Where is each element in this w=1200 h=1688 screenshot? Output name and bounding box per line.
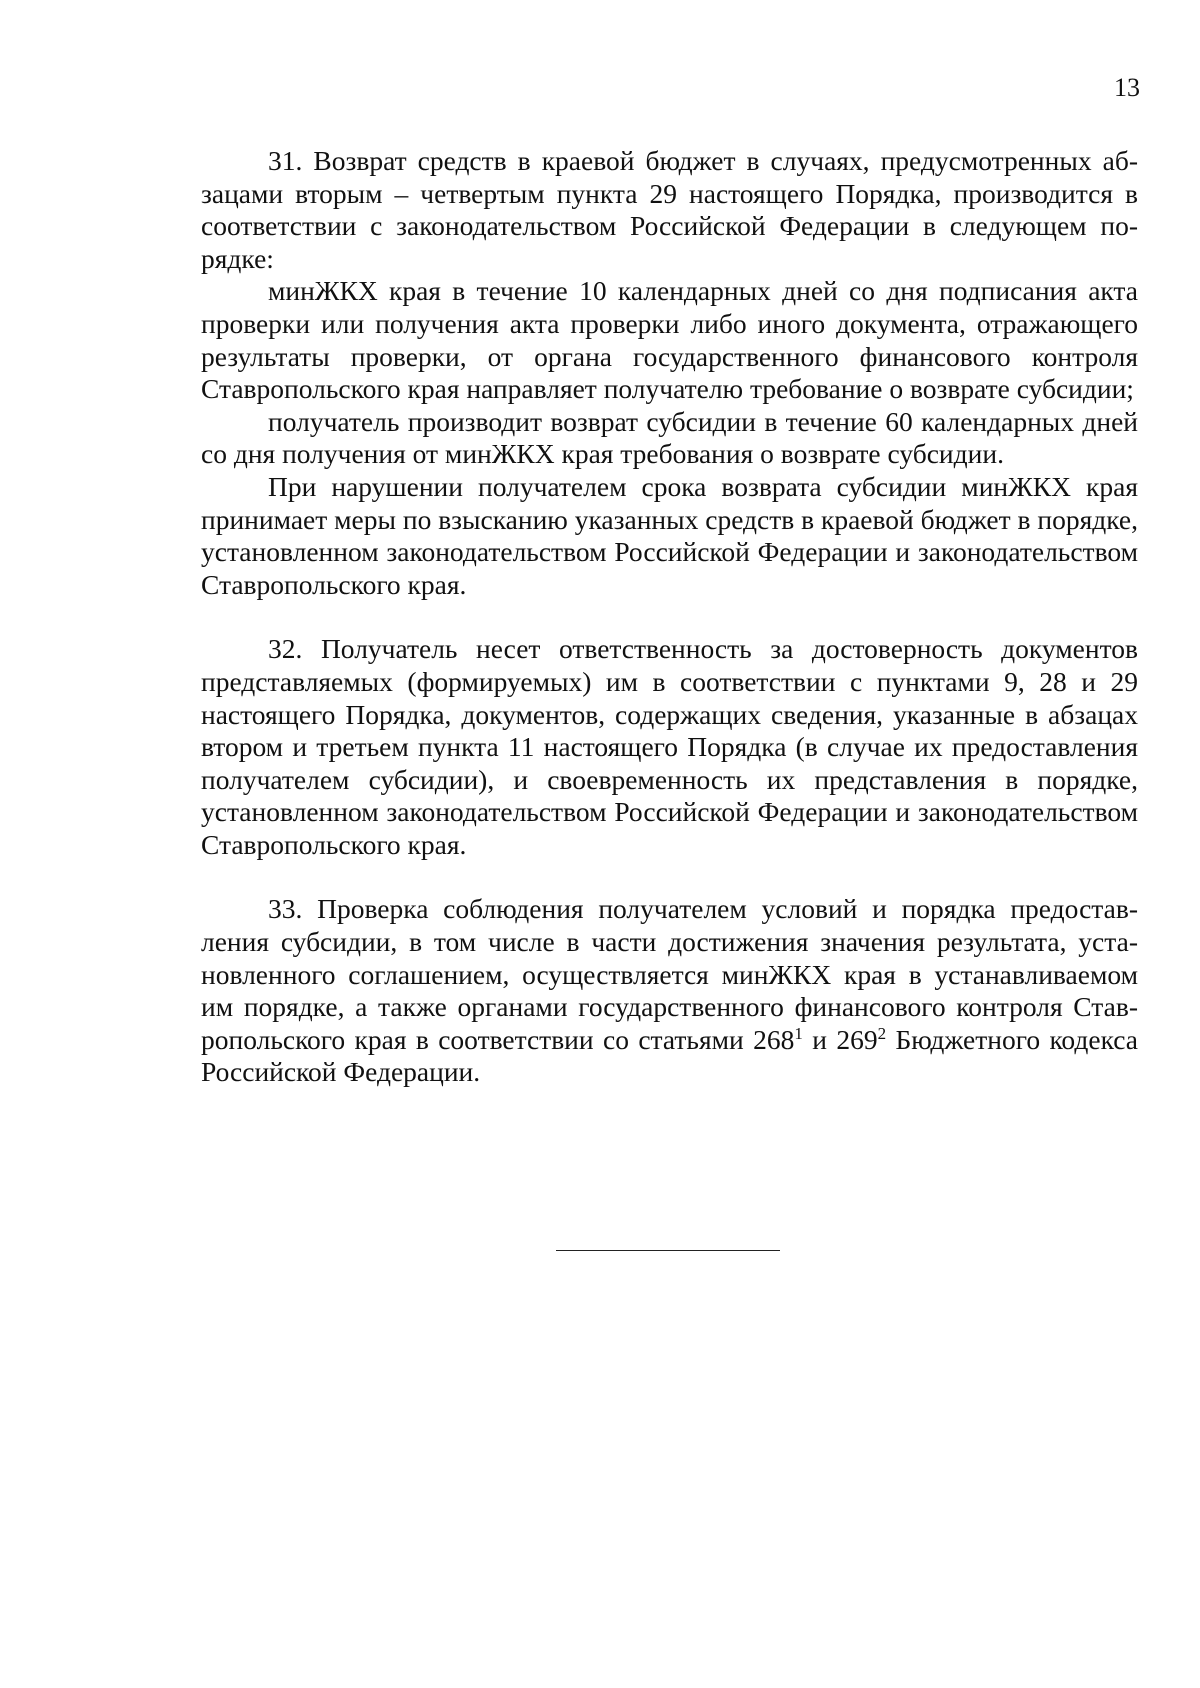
document-body <box>201 145 1138 1089</box>
paragraph-33-text-part-2: и 269 <box>802 1023 878 1055</box>
article-superscript-2: 2 <box>877 1023 887 1043</box>
paragraph-31-subitem-1: минЖКХ края в течение 10 календарных дней со дня подписания акта проверки или получения акта проверки либо иного документа, отражающего результаты проверки, от органа государственного финансового контроля Ставропольского края направляет получателю требование о возврате субсидии; <box>201 275 1138 405</box>
end-of-document-rule <box>556 1250 780 1251</box>
paragraph-31: 31. Возврат средств в краевой бюджет в случаях, предусмотренных абзацами вторым – четвертым пункта 29 настоящего Порядка, производится в соответствии с законодательством Российской Федерации в следующем порядке: <box>201 145 1138 274</box>
article-superscript-1: 1 <box>794 1023 803 1043</box>
page-number: 13 <box>1114 73 1140 102</box>
paragraph-32: 32. Получатель несет ответственность за достоверность документов представляемых (формируемых) им в соответствии с пунктами 9, 28 и 29 настоящего Порядка, документов, содержащих сведения, указанные в абзацах втором и третьем пункта 11 настоящего Порядка (в случае их предоставления получателем субсидии), и своевременность их представления в порядке, установленном законодательством Российской Федерации и законодательством Ставропольского края. <box>201 633 1138 860</box>
paragraph-33-text-part-3: Бюджетного кодекса Российской Федерации. <box>201 1023 1138 1088</box>
paragraph-31-violation: При нарушении получателем срока возврата субсидии минЖКХ края принимает меры по взысканию указанных средств в краевой бюджет в порядке, установленном законодательством Российской Федерации и законодательством Ставропольского края. <box>201 470 1138 600</box>
paragraph-31-subitem-2: получатель производит возврат субсидии в течение 60 календарных дней со дня получения от минЖКХ края требования о возврате субсидии. <box>201 405 1138 470</box>
paragraph-33-text-part-1: 33. Проверка соблюдения получателем условий и порядка предоставления субсидии, в том числе в части достижения значения результата, установленного соглашением, осуществляется минЖКХ края в устанавливаемом им порядке, а также органами государственного финансового контроля Ставропольского края в соответствии со статьями 268 <box>201 893 1138 1055</box>
paragraph-33 <box>201 893 1138 1089</box>
